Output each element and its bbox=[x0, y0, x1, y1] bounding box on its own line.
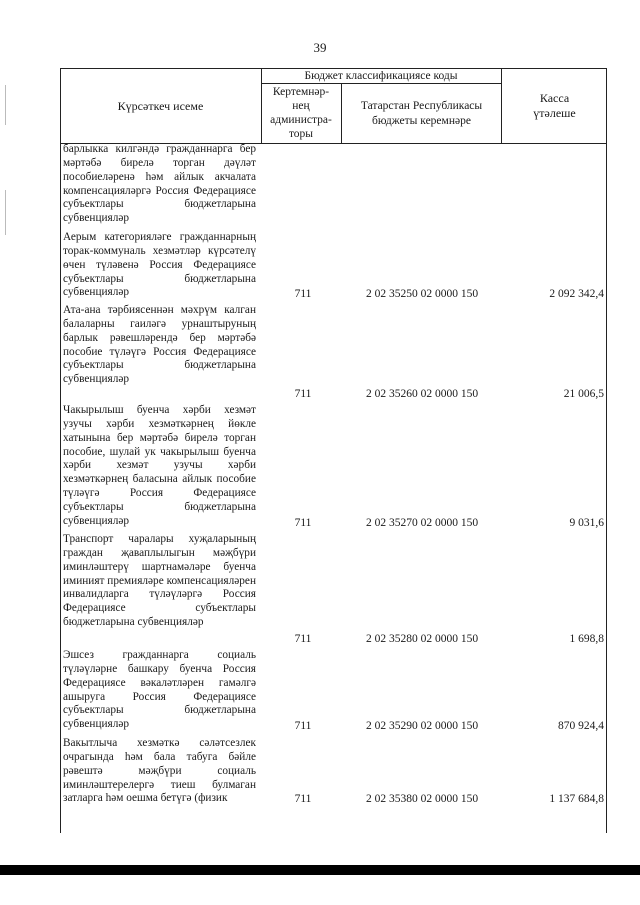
scan-edge-bar bbox=[0, 865, 640, 875]
indicator-name: барлыкка килгәндә гражданнарга бер мәртәбә бирелә торган дәүләт пособиеләренә һәм айлык акчалата компенсацияләргә Россия Федерациясе субъектлары бюджетларына субвенцияләр bbox=[63, 143, 256, 225]
indicator-name: Эшсез гражданнарга социаль түләүләрне башкару буенча Россия Федерациясе вәкаләтләрен гамәлгә ашыруга Россия Федерациясе субъектлары бюджетларына субвенцияләр bbox=[63, 649, 256, 731]
cash-amount: 1 137 684,8 bbox=[549, 793, 604, 805]
budget-code: 2 02 35280 02 0000 150 bbox=[365, 633, 479, 645]
administrator-code: 711 bbox=[294, 517, 312, 529]
indicator-name-header: Күрсәткеч исеме bbox=[60, 69, 262, 143]
indicator-name: Аерым категорияләге гражданнарның торак-коммуналь хезмәтләр күрсәтелү өчен түләвенә Россия Федерациясе субъектлары бюджетларына субвенцияләр bbox=[63, 231, 256, 299]
administrator-code: 711 bbox=[294, 388, 312, 400]
budget-code: 2 02 35260 02 0000 150 bbox=[365, 388, 479, 400]
cash-amount: 870 924,4 bbox=[558, 720, 604, 732]
cash-execution-header: Касса үтәлеше bbox=[533, 91, 576, 120]
indicator-name: Ата-ана тәрбиясеннән мәхрүм калган балаларны гаиләгә урнаштыруның барлык рәвешләрендә бер мәртәбә пособие түләүгә Россия Федерациясе субъектлары бюджетларына субвенцияләр bbox=[63, 304, 256, 386]
scan-artifact bbox=[5, 190, 6, 235]
cash-amount: 9 031,6 bbox=[569, 517, 604, 529]
cash-amount: 1 698,8 bbox=[569, 633, 604, 645]
table-right-border bbox=[606, 68, 607, 833]
budget-code: 2 02 35380 02 0000 150 bbox=[365, 793, 479, 805]
indicator-name: Вакытлыча хезмәткә сәләтсезлек очрагында һәм бала табуга бәйле рәвештә мәҗбүри социаль иминләштерелергә тиеш булмаган затларга һәм оешма бетүгә (физик bbox=[63, 737, 256, 805]
page-number: 39 bbox=[313, 40, 327, 55]
budget-code: 2 02 35250 02 0000 150 bbox=[365, 288, 479, 300]
budget-code: 2 02 35290 02 0000 150 bbox=[365, 720, 479, 732]
table-left-border bbox=[60, 68, 61, 833]
cash-amount: 21 006,5 bbox=[563, 388, 604, 400]
budget-revenues-header: Татарстан Республикасы бюджеты керемнәре bbox=[342, 84, 502, 143]
budget-codes-header: Бюджет классификациясе коды bbox=[261, 69, 502, 84]
revenue-administrator-header: Кертемнәр- нең администра- торы bbox=[261, 84, 342, 144]
indicator-name: Транспорт чаралары хуҗаларының граждан җаваплылыгын мәҗбүри иминләштерү шартнамәләре буенча иминият премияләре компенсацияләрен инвалидларга түләүләргә Россия Федерациясе субъектлары бюджетларына субвенцияләр bbox=[63, 533, 256, 629]
administrator-code: 711 bbox=[294, 633, 312, 645]
administrator-code: 711 bbox=[294, 288, 312, 300]
table-header bbox=[60, 68, 607, 144]
indicator-name: Чакырылыш буенча хәрби хезмәт узучы хәрби хезмәткәрнең йөкле хатынына бер мәртәбә бирелә торган пособие, шулай ук чакырылыш буенча хәрби хезмәт узучы хәрби хезмәткәрнең баласына айлык пособие түләүгә Россия Федерациясе субъектлары бюджетларына субвенцияләр bbox=[63, 404, 256, 527]
budget-code: 2 02 35270 02 0000 150 bbox=[365, 517, 479, 529]
administrator-code: 711 bbox=[294, 793, 312, 805]
administrator-code: 711 bbox=[294, 720, 312, 732]
scan-artifact bbox=[5, 85, 6, 125]
cash-amount: 2 092 342,4 bbox=[549, 288, 604, 300]
